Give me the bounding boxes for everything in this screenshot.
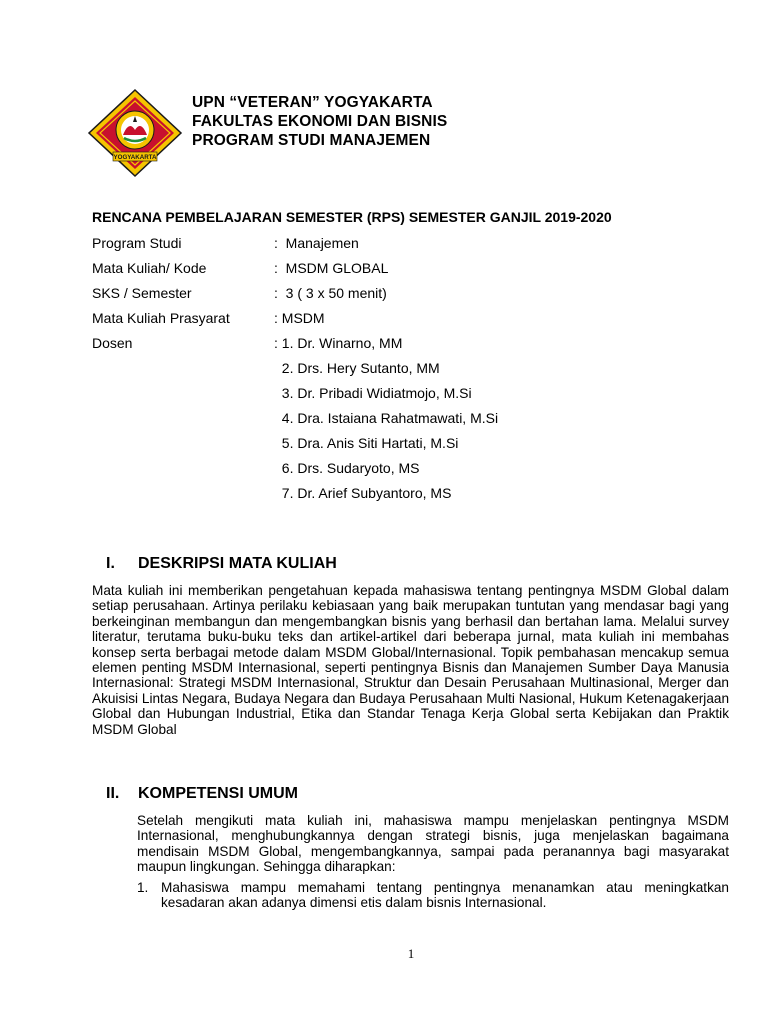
list-item-text: Mahasiswa mampu memahami tentang pentingnya menanamkan atau meningkatkan kesadaran akan adanya dimensi etis dalam bisnis Internasional. [161, 880, 729, 911]
rps-title: RENCANA PEMBELAJARAN SEMESTER (RPS) SEMESTER GANJIL 2019-2020 [92, 209, 612, 225]
list-item [137, 880, 729, 911]
info-label: Dosen [92, 335, 133, 351]
info-row [92, 385, 692, 410]
info-value: : MSDM GLOBAL [274, 260, 389, 276]
info-value: : 3 ( 3 x 50 menit) [274, 285, 387, 301]
list-item-number: 1. [137, 880, 149, 895]
info-row [92, 485, 692, 510]
course-description [92, 583, 729, 737]
info-row [92, 410, 692, 435]
info-row [92, 335, 692, 360]
info-value: : Manajemen [274, 235, 359, 251]
info-value: : MSDM [274, 310, 325, 326]
section-heading-description [106, 555, 337, 573]
info-value: : 1. Dr. Winarno, MM [274, 335, 403, 351]
info-row [92, 460, 692, 485]
lecturer-name: 7. Dr. Arief Subyantoro, MS [274, 485, 452, 501]
info-label: SKS / Semester [92, 285, 192, 301]
info-row [92, 235, 692, 260]
lecturer-name: 4. Dra. Istaiana Rahatmawati, M.Si [274, 410, 499, 426]
section-title: KOMPETENSI UMUM [138, 785, 298, 802]
competence-text [137, 813, 729, 875]
section-title: DESKRIPSI MATA KULIAH [138, 555, 337, 572]
info-row [92, 310, 692, 335]
info-label: Mata Kuliah/ Kode [92, 260, 207, 276]
page-number: 1 [407, 946, 415, 961]
university-logo [84, 88, 186, 178]
program-name: PROGRAM STUDI MANAJEMEN [192, 132, 431, 149]
section-number: II. [106, 785, 120, 802]
course-info [92, 235, 692, 510]
competence-paragraph: Setelah mengikuti mata kuliah ini, mahasiswa mampu menjelaskan pentingnya MSDM Internasional, menghubungkannya dengan strategi bisnis, juga menjelaskan bagaimana mendisain MSDM Global, mengembangkannya, sampai pada peranannya bagi masyarakat maupun lingkungan. Sehingga diharapkan: [137, 813, 729, 875]
info-label: Mata Kuliah Prasyarat [92, 310, 230, 326]
section-number: I. [106, 555, 115, 572]
lecturer-name: 2. Drs. Hery Sutanto, MM [274, 360, 440, 376]
university-name: UPN “VETERAN” YOGYAKARTA [192, 94, 433, 111]
faculty-name: FAKULTAS EKONOMI DAN BISNIS [192, 113, 448, 130]
lecturer-name: 5. Dra. Anis Siti Hartati, M.Si [274, 435, 459, 451]
info-row [92, 360, 692, 385]
info-row [92, 435, 692, 460]
info-row [92, 260, 692, 285]
info-label: Program Studi [92, 235, 182, 251]
competence-list [137, 880, 729, 911]
logo-text: YOGYAKARTA [113, 154, 157, 161]
lecturer-name: 6. Drs. Sudaryoto, MS [274, 460, 420, 476]
description-text: Mata kuliah ini memberikan pengetahuan kepada mahasiswa tentang pentingnya MSDM Global dalam setiap perusahaan. Artinya perilaku kebiasaan yang baik merupakan tuntutan yang mendasar bagi yang berkeinginan membangun dan mengembangkan bisnis yang berhasil dan bertahan lama. Melalui survey literatur, terutama buku-buku teks dan artikel-artikel dari beberapa jurnal, mata kuliah ini membahas konsep serta berbagai metode dalam MSDM Global/Internasional. Topik pembahasan mencakup semua elemen penting MSDM Internasional, seperti pentingnya Bisnis dan Manajemen Sumber Daya Manusia Internasional: Strategi MSDM Internasional, Struktur dan Desain Perusahaan Multinasional, Merger dan Akuisisi Lintas Negara, Budaya Negara dan Budaya Perusahaan Multi Nasional, Hukum Ketenagakerjaan Global dan Hubungan Industrial, Etika dan Standar Tenaga Kerja Global serta Kebijakan dan Praktik MSDM Global [92, 583, 729, 737]
institution-header [192, 93, 447, 150]
info-row [92, 285, 692, 310]
section-heading-competence [106, 785, 298, 803]
lecturer-name: 3. Dr. Pribadi Widiatmojo, M.Si [274, 385, 472, 401]
